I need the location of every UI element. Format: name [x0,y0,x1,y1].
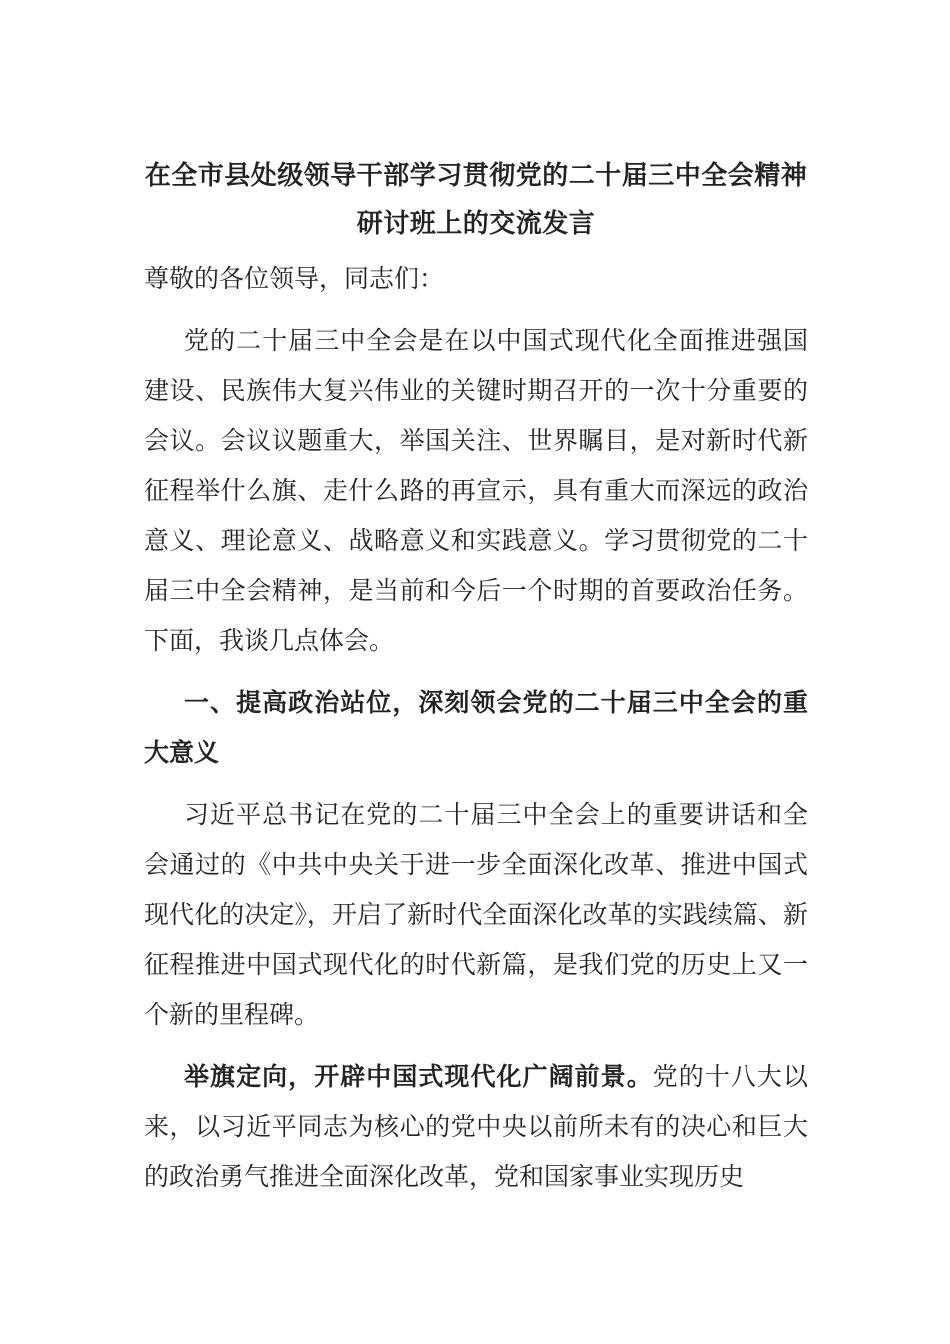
paragraph-lead-body: 党的十八大以来，以习近平同志为核心的党中央以前所未有的决心和巨大的政治勇气推进全面深化改革，党和国家事业实现历史 [144,1062,808,1191]
document-body [144,152,808,1202]
paragraph-intro: 党的二十届三中全会是在以中国式现代化全面推进强国建设、民族伟大复兴伟业的关键时期召开的一次十分重要的会议。会议议题重大，举国关注、世界瞩目，是对新时代新征程举什么旗、走什么路的再宣示，具有重大而深远的政治意义、理论意义、战略意义和实践意义。学习贯彻党的二十届三中全会精神，是当前和今后一个时期的首要政治任务。下面，我谈几点体会。 [144,326,808,655]
title-line-2: 研讨班上的交流发言 [356,209,596,239]
section-heading-1: 一、提高政治站位，深刻领会党的二十届三中全会的重大意义 [144,688,808,767]
paragraph-lead-section [144,1052,808,1202]
paragraph-lead-phrase: 举旗定向，开辟中国式现代化广阔前景。 [184,1062,653,1091]
document-title [144,152,808,248]
salutation: 尊敬的各位领导，同志们： [144,264,445,293]
title-line-1: 在全市县处级领导干部学习贯彻党的二十届三中全会精神 [144,161,808,191]
paragraph-section1-body: 习近平总书记在党的二十届三中全会上的重要讲话和全会通过的《中共中央关于进一步全面深化改革、推进中国式现代化的决定》，开启了新时代全面深化改革的实践续篇、新征程推进中国式现代化的时代新篇，是我们党的历史上又一个新的里程碑。 [144,800,808,1029]
